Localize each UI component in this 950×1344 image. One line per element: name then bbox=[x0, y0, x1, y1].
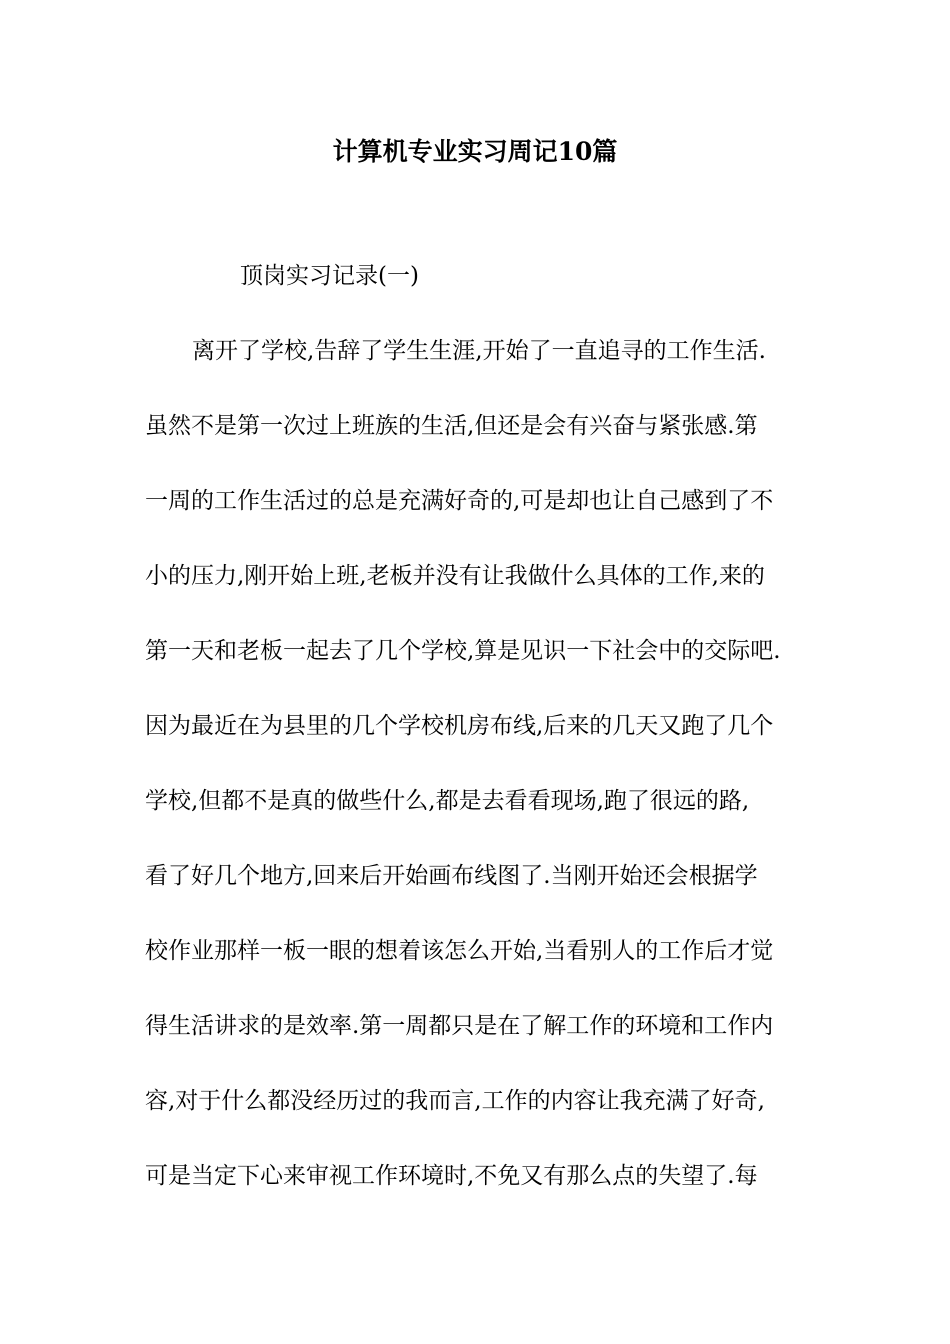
body-line: 小的压力,刚开始上班,老板并没有让我做什么具体的工作,来的 bbox=[145, 563, 765, 589]
body-line: 离开了学校,告辞了学生生涯,开始了一直追寻的工作生活. bbox=[192, 338, 766, 364]
section-heading: 顶岗实习记录(一) bbox=[240, 263, 419, 289]
body-line: 虽然不是第一次过上班族的生活,但还是会有兴奋与紧张感.第 bbox=[145, 413, 758, 439]
document-title: 计算机专业实习周记10篇 bbox=[332, 137, 618, 166]
body-line: 可是当定下心来审视工作环境时,不免又有那么点的失望了.每 bbox=[145, 1163, 758, 1189]
body-line: 校作业那样一板一眼的想着该怎么开始,当看别人的工作后才觉 bbox=[145, 938, 774, 964]
body-line: 一周的工作生活过的总是充满好奇的,可是却也让自己感到了不 bbox=[145, 488, 774, 514]
body-line: 得生活讲求的是效率.第一周都只是在了解工作的环境和工作内 bbox=[145, 1013, 774, 1039]
body-line: 容,对于什么都没经历过的我而言,工作的内容让我充满了好奇, bbox=[145, 1088, 765, 1114]
body-line: 因为最近在为县里的几个学校机房布线,后来的几天又跑了几个 bbox=[145, 713, 774, 739]
body-line: 学校,但都不是真的做些什么,都是去看看现场,跑了很远的路, bbox=[145, 788, 750, 814]
body-line: 第一天和老板一起去了几个学校,算是见识一下社会中的交际吧. bbox=[145, 638, 781, 664]
body-line: 看了好几个地方,回来后开始画布线图了.当刚开始还会根据学 bbox=[145, 863, 758, 889]
body-paragraph bbox=[145, 327, 815, 1227]
